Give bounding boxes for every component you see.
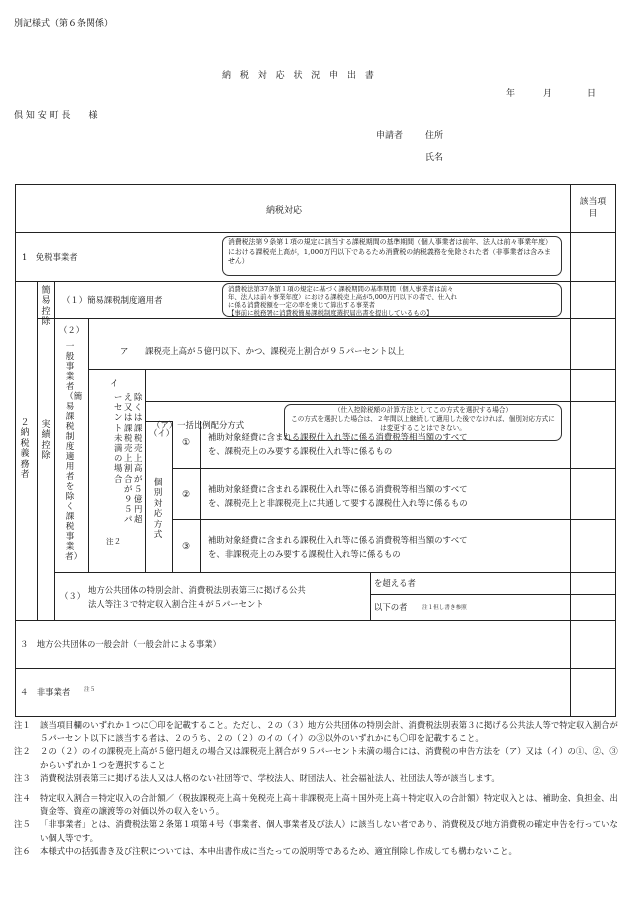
note-item: 注２ ２の（２）のイの課税売上高が５億円超えの場合又は課税売上割合が９５パーセント未満の場合には、消費税の申告方法を（ア）又は（イ）の①、②、③からいずれか１つを選択すること xyxy=(14,746,618,770)
col-header-tax-response: 納税対応 xyxy=(266,206,303,216)
individual-method-number: （イ） xyxy=(149,428,175,438)
item-a-label: ア 課税売上高が５億円以下、かつ、課税売上割合が９５パーセント以上 xyxy=(120,346,405,356)
form-reference: 別記様式（第６条関係） xyxy=(14,19,114,29)
notes-section xyxy=(14,719,618,858)
row-non-business-note: 注５ xyxy=(84,687,96,693)
note-item: 注６ 本様式中の括弧書き及び注釈については、本申出書作成に当たっての説明等であるため、適宜削除し作成しても構わないこと。 xyxy=(14,845,517,856)
row-tax-exempt-note: 消費税法第９条第１項の規定に該当する課税期間の基準期間（個人事業者は前年、法人は前々事業年度）における課税売上高が，1,000万円以下であるため消費税の納税義務を免除された者（非事業者は含みません） xyxy=(222,236,562,276)
check-cell-over[interactable] xyxy=(571,573,615,594)
actual-deduction-label: 実績控除 xyxy=(41,420,51,462)
name-label: 氏名 xyxy=(425,153,444,163)
note-item: 注４ 特定収入割合＝特定収入の合計額／（税抜課税売上高＋免税売上高＋非課税売上高＋国外売上高＋特定収入の合計額）特定収入とは、補助金、負担金、出資金等、資産の譲渡等の対価以外の収入をいう。 xyxy=(14,793,618,817)
simplified-item-label: （１）簡易課税制度適用者 xyxy=(62,295,163,305)
special-account-under-note: 注１但し書き参照 xyxy=(422,605,467,611)
special-account-under-label: 以下の者 xyxy=(374,602,408,612)
check-cell-option-3[interactable] xyxy=(571,520,615,572)
option-1-text-line2: を、課税売上のみ要する課税仕入れ等に係るもの xyxy=(208,446,393,456)
option-3-text-line1: 補助対象経費に含まれる課税仕入れ等に係る消費税等相当額のすべて xyxy=(208,535,468,545)
date-month-label: 月 xyxy=(543,89,553,99)
lump-sum-method-note: （仕入控除税額の計算方法としてこの方式を選択する場合） この方式を選択した場合は、２年間以上継続して適用した後でなければ、個別対応方式には変更することはできない。 xyxy=(284,404,562,441)
option-2-mark: ② xyxy=(182,490,191,500)
general-taxpayer-label: 一般事業者（簡易課税制度適用者を除く課税事業者） xyxy=(65,342,83,562)
special-account-number: （３） xyxy=(60,591,86,601)
check-cell-under[interactable] xyxy=(571,595,615,620)
row-general-account-label: ３ 地方公共団体の一般会計（一般会計による事業） xyxy=(20,639,221,649)
addressee: 倶 知 安 町 長 様 xyxy=(14,111,98,121)
item-i-description: 除くは課税売上高が５億円超 え又は課税売上割合が９５パ ーセント未満の場合 xyxy=(114,392,143,525)
row-non-business-label: ４ 非事業者 xyxy=(20,687,71,697)
date-year-label: 年 xyxy=(506,89,516,99)
check-cell-simplified[interactable] xyxy=(571,282,615,318)
option-2-text-line2: を、課税売上と非課税売上に共通して要する課税仕入れ等に係るもの xyxy=(208,498,468,508)
option-2-text-line1: 補助対象経費に含まれる課税仕入れ等に係る消費税等相当額のすべて xyxy=(208,484,468,494)
check-cell-non-business[interactable] xyxy=(571,669,615,716)
item-i-note: 注２ xyxy=(106,537,122,546)
general-taxpayer-number: （２） xyxy=(59,325,85,335)
special-account-text-line1: 地方公共団体の特別会計、消費税法別表第三に掲げる公共 xyxy=(88,585,306,595)
applicant-label: 申請者 xyxy=(376,131,404,141)
note-item: 注１ 該当項目欄のいずれか１つに〇印を記載すること。ただし、２の（３）地方公共団体の特別会計、消費税法別表第３に掲げる公共法人等で特定収入割合が５パーセント以下に該当する者は、２のうち、２の（２）のイの（イ）の③以外のいずれかにも〇印を記載すること。 xyxy=(14,720,618,744)
check-cell-tax-exempt[interactable] xyxy=(571,233,615,280)
check-cell-option-1[interactable] xyxy=(571,422,615,468)
row-tax-exempt-label: 1 免税事業者 xyxy=(22,252,78,262)
col-header-applicable: 該当項目 xyxy=(579,197,607,219)
individual-method-label: 個別対応方式 xyxy=(153,478,163,541)
note-item: 注３ 消費税法別表第三に掲げる法人又は人格のない社団等で、学校法人、財団法人、社会福祉法人、社団法人等が該当します。 xyxy=(14,772,500,783)
simplified-note: 消費税法第37条第１項の規定に基づく課税期間の基準期間（個人事業者は前々 年、法人は前々事業年度）における課税売上高が5,000万円以下の者で、仕入れ に係る消費税額を一定の率を乗じて算出する事業者 【事前に税務署に消費税簡易課税制度選択届出書を提出しているもの】 xyxy=(222,283,562,317)
item-i-label: イ xyxy=(110,378,119,388)
special-account-over-label: を超える者 xyxy=(374,578,416,588)
option-3-mark: ③ xyxy=(182,542,191,552)
special-account-text-line2: 法人等注３で特定収入割合注４が５パーセント xyxy=(88,599,264,609)
check-cell-item-a[interactable] xyxy=(571,319,615,369)
row-taxpayer-label: ２納税義務者 xyxy=(20,418,30,481)
check-cell-general-account[interactable] xyxy=(571,621,615,668)
option-1-text-line1: 補助対象経費に含まれる課税仕入れ等に係る消費税等相当額のすべて xyxy=(208,432,468,442)
option-1-mark: ① xyxy=(182,438,191,448)
date-day-label: 日 xyxy=(587,89,597,99)
option-3-text-line2: を、非課税売上のみ要する課税仕入れ等に係るもの xyxy=(208,549,401,559)
simplified-deduction-label: 簡易控除 xyxy=(41,286,51,328)
address-label: 住所 xyxy=(425,131,444,141)
lump-sum-method-label: （ア）一括比例配分方式 xyxy=(152,420,245,430)
page-title: 納 税 対 応 状 況 申 出 書 xyxy=(222,71,377,81)
note-item: 注５ 「非事業者」とは、消費税法第２条第１項第４号（事業者、個人事業者及び法人）に該当しない者であり、消費税及び地方消費税の確定申告を行っていない個人等です。 xyxy=(14,819,618,843)
check-cell-option-2[interactable] xyxy=(571,469,615,519)
